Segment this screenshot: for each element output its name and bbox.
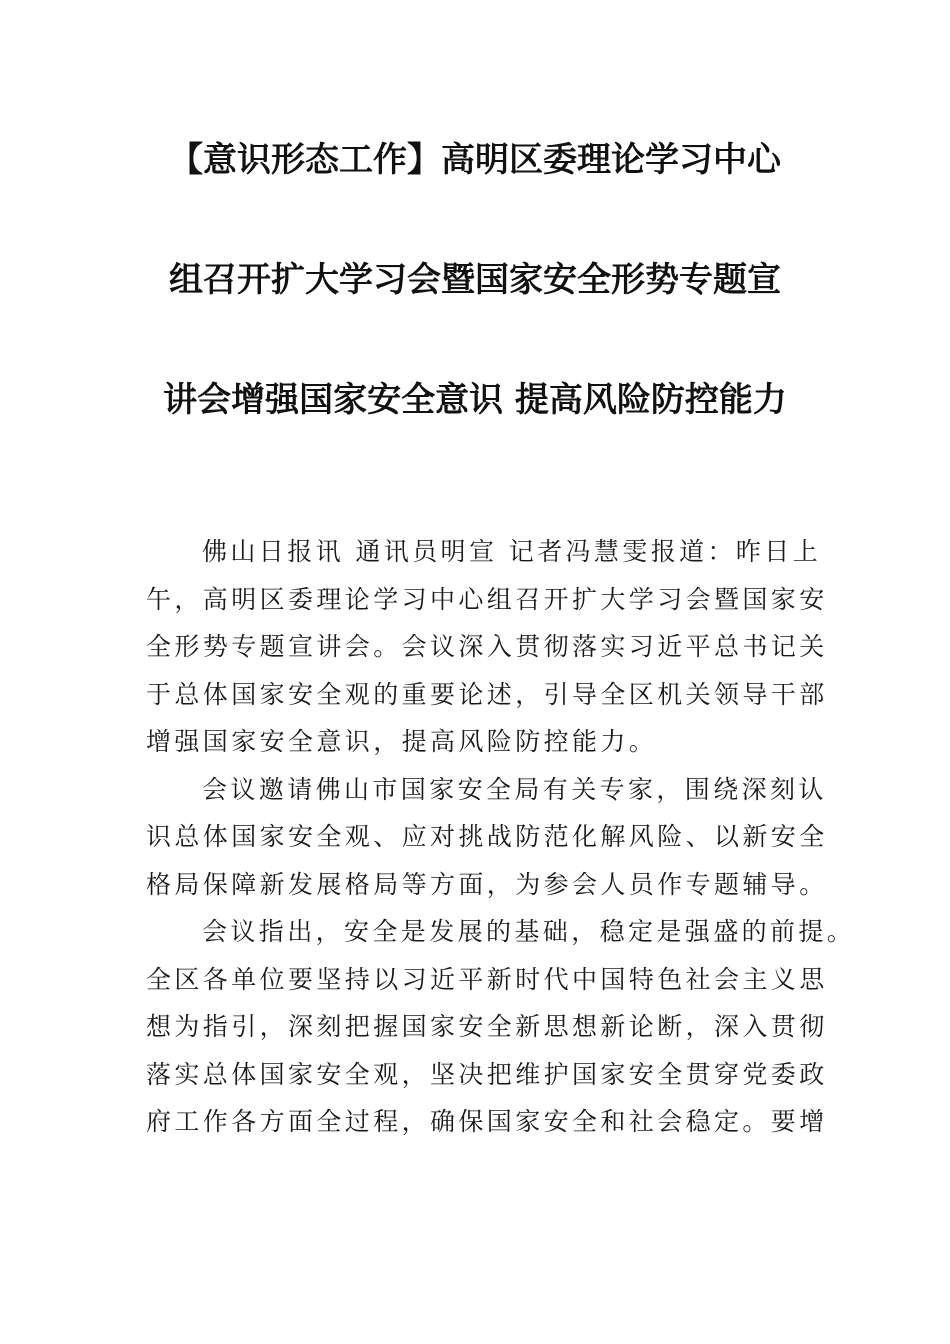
paragraph-1-line: 全形势专题宣讲会。会议深入贯彻落实习近平总书记关 (146, 632, 828, 661)
paragraph-1-line: 午，高明区委理论学习中心组召开扩大学习会暨国家安 (146, 584, 828, 614)
paragraph-3-line: 会议指出，安全是发展的基础，稳定是强盛的前提。 (202, 917, 856, 946)
paragraph-1-line: 佛山日报讯 通讯员明宣 记者冯慧雯报道：昨日上 (202, 537, 822, 566)
title-line: 【意识形态工作】高明区委理论学习中心 (169, 140, 781, 180)
title-line: 讲会增强国家安全意识 提高风险防控能力 (163, 380, 787, 420)
title-line: 组召开扩大学习会暨国家安全形势专题宣 (169, 260, 781, 300)
paragraph-3-line: 落实总体国家安全观，坚决把维护国家安全贯穿党委政 (146, 1059, 828, 1089)
document-title (60, 140, 890, 420)
paragraph-2-line: 会议邀请佛山市国家安全局有关专家，围绕深刻认 (202, 774, 827, 804)
article-body (146, 530, 856, 1148)
paragraph-2-line: 识总体国家安全观、应对挑战防范化解风险、以新安全 (146, 822, 828, 851)
paragraph-3-line: 全区各单位要坚持以习近平新时代中国特色社会主义思 (146, 964, 828, 994)
paragraph-1-line: 增强国家安全意识，提高风险防控能力。 (146, 727, 658, 756)
paragraph-2-line: 格局保障新发展格局等方面，为参会人员作专题辅导。 (146, 869, 828, 899)
paragraph-3-line: 想为指引，深刻把握国家安全新思想新论断，深入贯彻 (146, 1012, 828, 1041)
paragraph-3-line: 府工作各方面全过程，确保国家安全和社会稳定。要增 (146, 1107, 828, 1136)
paragraph-1-line: 于总体国家安全观的重要论述，引导全区机关领导干部 (146, 679, 828, 709)
